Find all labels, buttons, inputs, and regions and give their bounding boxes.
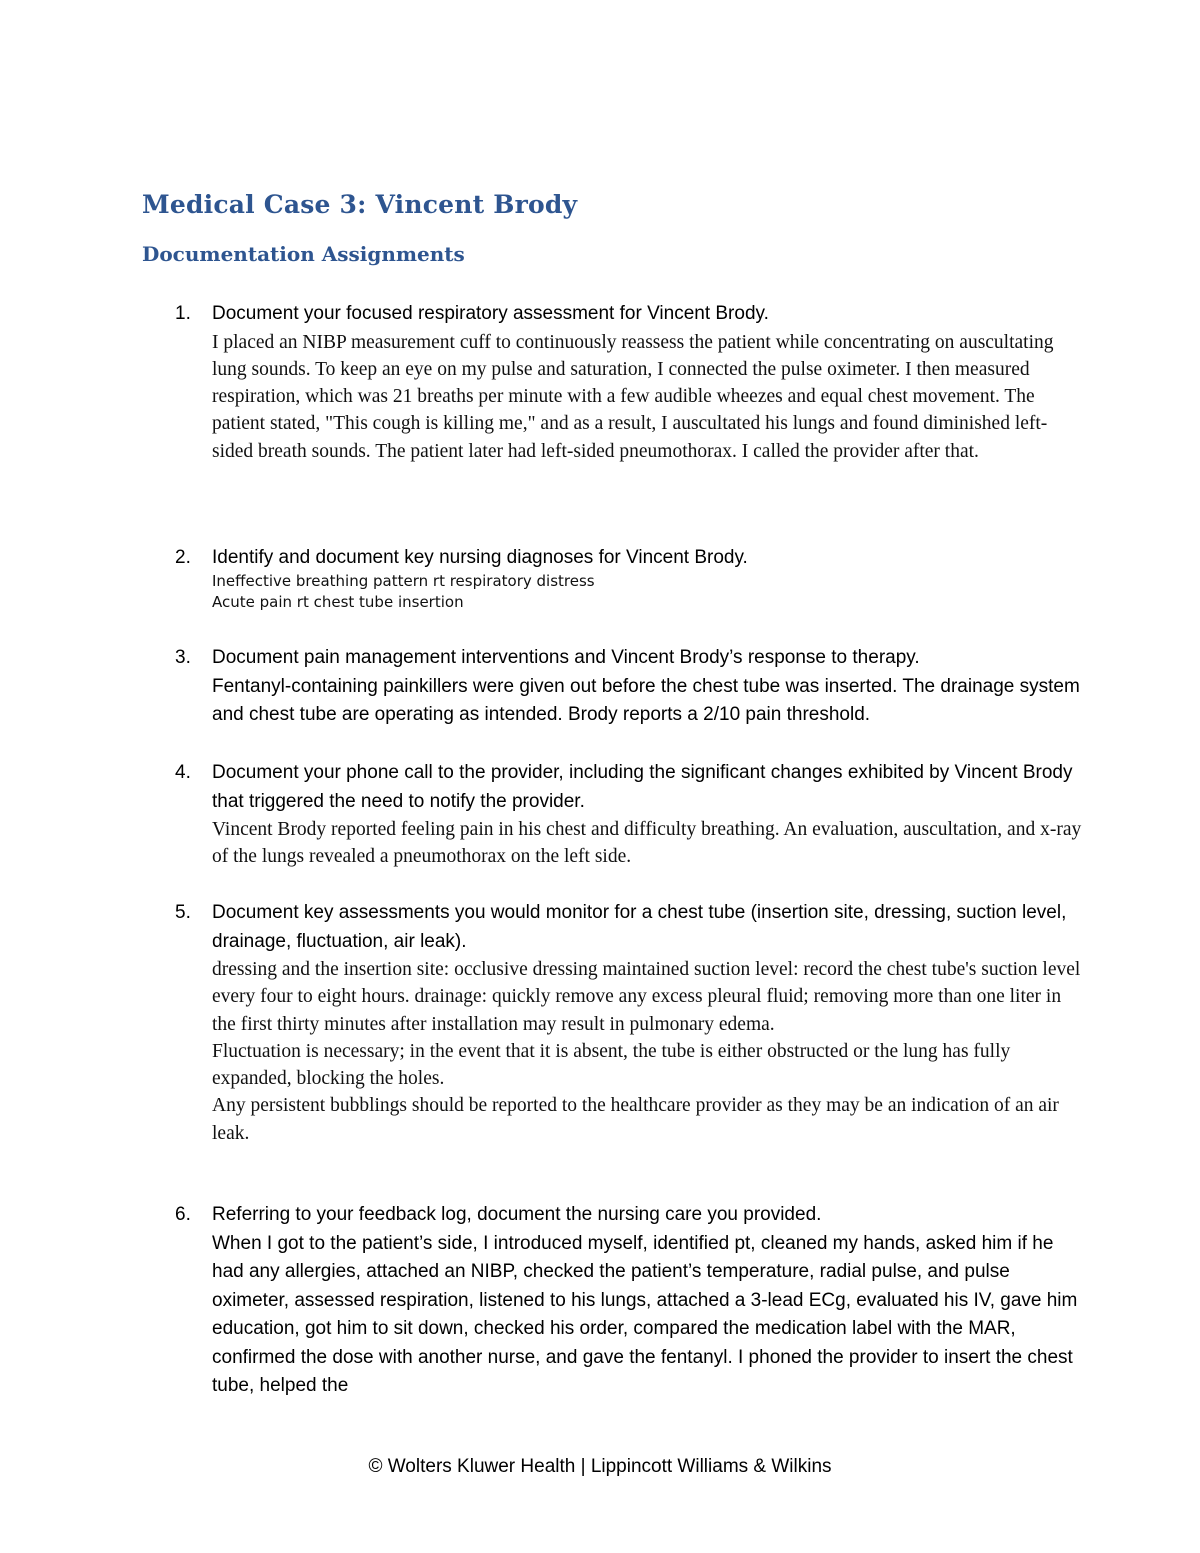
item-question: Document your focused respiratory assessment for Vincent Brody. <box>212 303 769 324</box>
item-number: 6. <box>175 1204 191 1225</box>
item-answer-paragraph: Any persistent bubblings should be reported to the healthcare provider as they may be an indication of an air leak. <box>212 1095 1059 1144</box>
item-question: Document key assessments you would monitor for a chest tube (insertion site, dressing, suction level, drainage, fluctuation, air leak). <box>212 902 1067 952</box>
item-answer-paragraph: Fluctuation is necessary; in the event that it is absent, the tube is either obstructed or the lung has fully expanded, blocking the holes. <box>212 1040 1011 1090</box>
item-answer: Vincent Brody reported feeling pain in his chest and difficulty breathing. An evaluation, auscultation, and x-ray of the lungs revealed a pneumothorax on the left side. <box>212 819 1082 868</box>
list-item-6 <box>142 1201 1082 1401</box>
item-question: Identify and document key nursing diagnoses for Vincent Brody. <box>212 547 748 568</box>
list-item-5 <box>142 899 1082 1147</box>
item-question: Document pain management interventions and Vincent Brody’s response to therapy. <box>212 647 920 668</box>
section-heading: Documentation Assignments <box>142 242 465 266</box>
item-number: 4. <box>175 762 191 783</box>
item-number: 5. <box>175 902 191 923</box>
item-number: 1. <box>175 303 191 324</box>
item-answer: I placed an NIBP measurement cuff to continuously reassess the patient while concentrating on auscultating lung sounds. To keep an eye on my pulse and saturation, I connected the pulse oximeter. I then measured respiration, which was 21 breaths per minute with a few audible wheezes and equal chest movement. The patient stated, "This cough is killing me," and as a result, I auscultated his lungs and found diminished left-sided breath sounds. The patient later had left-sided pneumothorax. I called the provider after that. <box>212 331 1054 462</box>
list-item-3 <box>142 644 1082 730</box>
item-question: Referring to your feedback log, document the nursing care you provided. <box>212 1204 822 1225</box>
item-number: 3. <box>175 647 191 668</box>
item-number: 2. <box>175 547 191 568</box>
item-question: Document your phone call to the provider, including the significant changes exhibited by Vincent Brody that triggered the need to notify the provider. <box>212 762 1073 812</box>
item-answer: When I got to the patient’s side, I introduced myself, identified pt, cleaned my hands, asked him if he had any allergies, attached an NIBP, checked the patient’s temperature, radial pulse, and pulse oximeter, assessed respiration, listened to his lungs, attached a 3-lead ECg, evaluated his IV, gave him education, got him to sit down, checked his order, compared the medication label with the MAR, confirmed the dose with another nurse, and gave the fentanyl. I phoned the provider to insert the chest tube, helped the <box>212 1232 1078 1396</box>
item-answer-line: Ineffective breathing pattern rt respiratory distress <box>212 571 595 590</box>
list-item-1 <box>142 300 1082 465</box>
list-item-2 <box>142 544 1082 613</box>
list-item-4 <box>142 759 1082 871</box>
item-answer-line: Acute pain rt chest tube insertion <box>212 592 464 611</box>
item-answer: Fentanyl-containing painkillers were given out before the chest tube was inserted. The drainage system and chest tube are operating as intended. Brody reports a 2/10 pain threshold. <box>212 675 1080 725</box>
page-title: Medical Case 3: Vincent Brody <box>142 190 578 219</box>
page-footer: © Wolters Kluwer Health | Lippincott Williams & Wilkins <box>368 1456 832 1477</box>
item-answer-paragraph: dressing and the insertion site: occlusive dressing maintained suction level: record the chest tube's suction level every four to eight hours. drainage: quickly remove any excess pleural fluid; removing more than one liter in the first thirty minutes after installation may result in pulmonary edema. <box>212 959 1081 1035</box>
